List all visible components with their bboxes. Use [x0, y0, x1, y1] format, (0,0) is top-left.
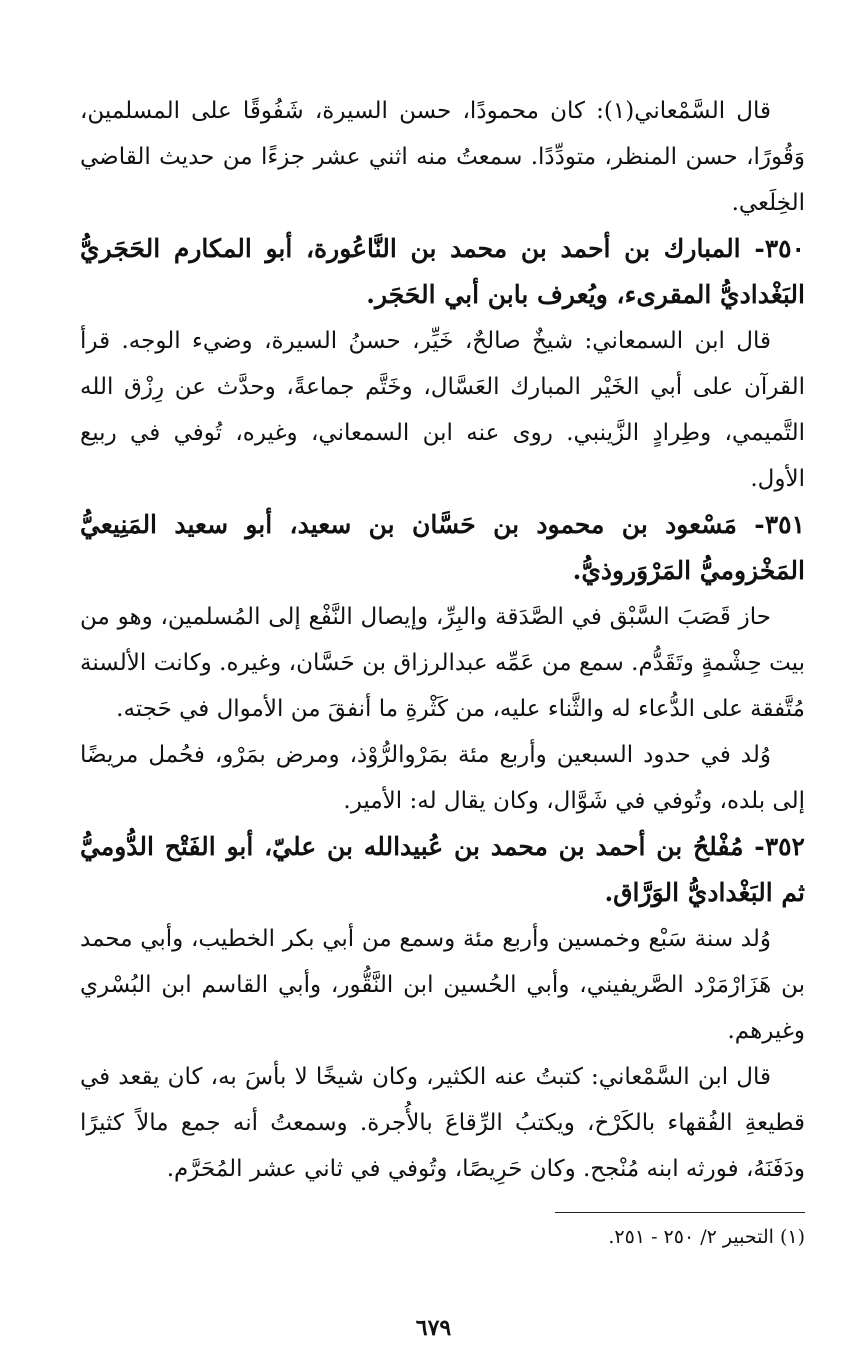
- entry-number: ٣٥٠-: [754, 234, 805, 263]
- page-number: ٦٧٩: [415, 1315, 452, 1341]
- paragraph: قال السَّمْعاني(١): كان محمودًا، حسن السيرة، شَفُوقًا على المسلمين، وَقُورًا، حسن المنظر، متودِّدًا. سمعتُ منه اثني عشر جزءًا من حديث القاضي الخِلَعي.: [80, 98, 805, 216]
- main-text: [80, 88, 805, 1192]
- entry-number: ٣٥٢-: [754, 832, 805, 861]
- entry-heading: [80, 226, 805, 318]
- paragraph: وُلد سنة سَبْع وخمسين وأربع مئة وسمع من أبي بكر الخطيب، وأبي محمد بن هَزَارْمَرْد الصَّريفيني، وأبي الحُسين ابن النَّقُّور، وأبي القاسم ابن البُسْري وغيرهم.: [80, 926, 805, 1044]
- entry-title: المبارك بن أحمد بن محمد بن النَّاعُورة، أبو المكارم الحَجَريُّ البَغْداديُّ المقرىء، ويُعرف بابن أبي الحَجَر.: [80, 234, 805, 309]
- entry-number: ٣٥١-: [754, 510, 805, 539]
- entry-title: مَسْعود بن محمود بن حَسَّان بن سعيد، أبو سعيد المَنِيعيُّ المَخْزوميُّ المَرْوَروذيُّ.: [80, 510, 805, 585]
- paragraph: حاز قَصَبَ السَّبْق في الصَّدَقة والبِرِّ، وإيصال النَّفْع إلى المُسلمين، وهو من بيت حِشْمةٍ وتَقَدُّم. سمع من عَمِّه عبدالرزاق بن حَسَّان، وغيره. وكانت الألسنة مُتَّفقة على الدُّعاء له والثَّناء عليه، من كَثْرةِ ما أنفقَ من الأموال في حَجته.: [80, 604, 805, 722]
- entry-heading: [80, 502, 805, 594]
- entry-title: مُفْلحُ بن أحمد بن محمد بن عُبيدالله بن عليّ، أبو الفَتْح الدُّوميُّ ثم البَغْداديُّ الوَرَّاق.: [80, 832, 805, 907]
- footnote: (١) التحبير ٢/ ٢٥٠ - ٢٥١.: [608, 1226, 805, 1248]
- paragraph: وُلد في حدود السبعين وأربع مئة بمَرْوالرُّوْذ، ومرض بمَرْو، فحُمل مريضًا إلى بلده، وتُوفي في شَوَّال، وكان يقال له: الأمير.: [80, 742, 805, 814]
- entry-heading: [80, 824, 805, 916]
- paragraph: قال ابن السَّمْعاني: كتبتُ عنه الكثير، وكان شيخًا لا بأسَ به، كان يقعد في قطيعةِ الفُقهاء بالكَرْخ، ويكتبُ الرِّقاعَ بالأُجرة. وسمعتُ أنه جمع مالاً كثيرًا ودَفَنَهُ، فورثه ابنه مُنْجح. وكان حَرِيصًا، وتُوفي في ثاني عشر المُحَرَّم.: [80, 1064, 805, 1182]
- footnote-divider: [555, 1212, 805, 1213]
- paragraph: قال ابن السمعاني: شيخٌ صالحٌ، خَيِّر، حسنُ السيرة، وضيء الوجه. قرأ القرآن على أبي الخَيْر المبارك العَسَّال، وخَتَّم جماعةً، وحدَّث عن رِزْق الله التَّميمي، وطِرادٍ الزَّينبي. روى عنه ابن السمعاني، وغيره، تُوفي في ربيع الأول.: [80, 328, 805, 492]
